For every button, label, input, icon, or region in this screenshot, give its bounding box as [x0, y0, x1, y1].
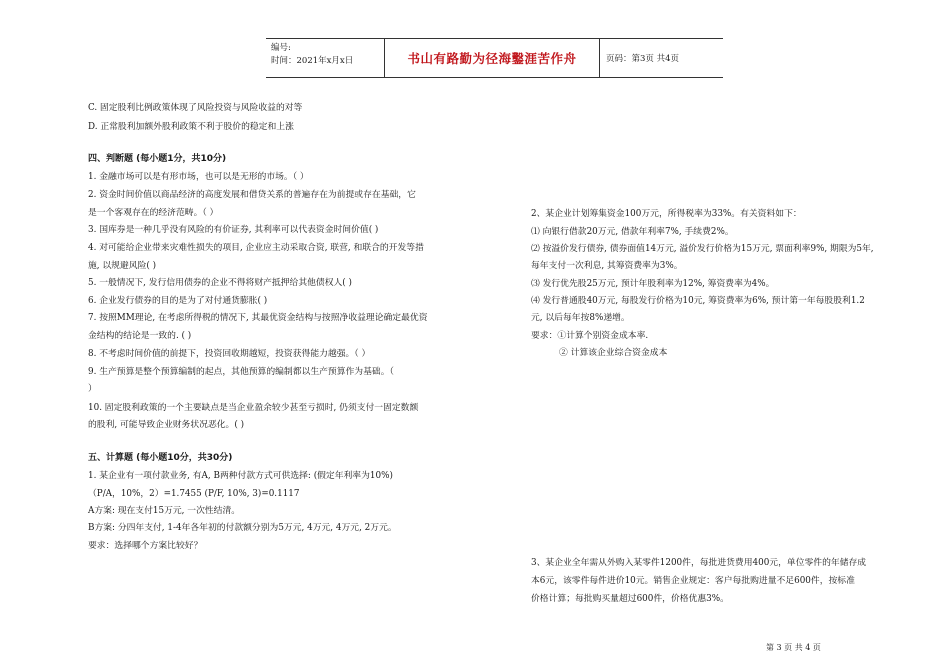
header-meta-cell: [266, 39, 385, 77]
judge-q4-line2: 施, 以规避风险( ): [88, 261, 157, 271]
calc-q2-line1: 2、某企业计划筹集资金100万元，所得税率为33%。有关资料如下：: [531, 209, 802, 219]
section-5-heading: 五、计算题 (每小题10分，共30分): [88, 453, 233, 463]
date-label: 时间：2021年x月x日: [271, 56, 354, 66]
calc-q1-line1: 1. 某企业有一项付款业务, 有A, B两种付款方式可供选择: (假定年利率为10%): [88, 471, 393, 481]
calc-q1-plan-a: A方案: 现在支付15万元, 一次性结清。: [88, 506, 241, 516]
calc-q2-requirement-2: ② 计算该企业综合资金成本: [559, 348, 668, 358]
judge-q2-line2: 是一个客观存在的经济范畴。（ ）: [88, 208, 219, 218]
calc-q2-requirement-1: 要求：①计算个别资金成本率.: [531, 331, 649, 341]
judge-q6: 6. 企业发行债券的目的是为了对付通货膨胀( ): [88, 296, 268, 306]
judge-q9-line2: ）: [88, 384, 97, 394]
judge-q4-line1: 4. 对可能给企业带来灾难性损失的项目, 企业应主动采取合资, 联营, 和联合的开发等措: [88, 243, 424, 253]
option-c-line: C. 固定股利比例政策体现了风险投资与风险收益的对等: [88, 103, 303, 113]
page-number-label: 页码：第3页 共4页: [606, 54, 680, 64]
judge-q1: 1. 金融市场可以是有形市场，也可以是无形的市场。（ ）: [88, 172, 309, 182]
option-d-line: D. 正常股利加额外股利政策不利于股价的稳定和上涨: [88, 122, 294, 132]
calc-q2-item2-line1: ⑵ 按溢价发行债券, 债券面值14万元, 溢价发行价格为15万元, 票面利率9%, 期限为5年,: [531, 244, 874, 254]
judge-q7-line1: 7. 按照MM理论, 在考虑所得税的情况下, 其最优资金结构与按照净收益理论确定最优资: [88, 313, 428, 323]
judge-q3: 3. 国库券是一种几乎没有风险的有价证券, 其利率可以代表资金时间价值( ): [88, 225, 379, 235]
calc-q2-item3: ⑶ 发行优先股25万元, 预计年股利率为12%, 筹资费率为4%。: [531, 279, 775, 289]
judge-q8: 8. 不考虑时间价值的前提下，投资回收期越短，投资获得能力越强。（ ）: [88, 349, 371, 359]
calc-q1-requirement: 要求：选择哪个方案比较好？: [88, 541, 203, 551]
page-header-table: [266, 38, 723, 78]
section-4-heading: 四、判断题 (每小题1分，共10分): [88, 154, 227, 164]
judge-q9-line1: 9. 生产预算是整个预算编制的起点，其他预算的编制都以生产预算作为基础。（: [88, 367, 394, 377]
judge-q2-line1: 2. 资金时间价值以商品经济的高度发展和借贷关系的普遍存在为前提或存在基础，它: [88, 190, 416, 200]
serial-number-label: 编号:: [271, 43, 291, 53]
calc-q1-plan-b: B方案: 分四年支付, 1-4年各年初的付款额分别为5万元, 4万元, 4万元, 2万元。: [88, 523, 397, 533]
judge-q5: 5. 一般情况下, 发行信用债券的企业不得将财产抵押给其他债权人( ): [88, 278, 352, 288]
calc-q2-item4-line1: ⑷ 发行普通股40万元, 每股发行价格为10元, 筹资费率为6%, 预计第一年每股股利1.2: [531, 296, 865, 306]
footer-page-number: 第 3 页 共 4 页: [766, 643, 821, 652]
judge-q7-line2: 金结构的结论是一致的. ( ): [88, 331, 192, 341]
motto-text: 书山有路勤为径海鑿涯苦作舟: [385, 39, 600, 77]
calc-q3-line1: 3、某企业全年需从外购入某零件1200件，每批进货费用400元，单位零件的年储存成: [531, 558, 867, 568]
judge-q10-line1: 10. 固定股利政策的一个主要缺点是当企业盈余较少甚至亏损时, 仍须支付一固定数额: [88, 403, 419, 413]
judge-q10-line2: 的股利, 可能导致企业财务状况恶化。( ): [88, 420, 245, 430]
calc-q3-line3: 价格计算；每批购买量超过600件，价格优惠3%。: [531, 594, 729, 604]
calc-q3-line2: 本6元，该零件每件进价10元。销售企业规定：客户每批购进量不足600件，按标准: [531, 576, 855, 586]
calc-q2-item1: ⑴ 向银行借款20万元, 借款年利率7%, 手续费2%。: [531, 227, 734, 237]
calc-q1-factors: （P/A，10%，2）=1.7455 (P/F, 10%, 3)=0.1117: [88, 489, 300, 499]
calc-q2-item4-line2: 元, 以后每年按8%递增。: [531, 313, 630, 323]
calc-q2-item2-line2: 每年支付一次利息, 其筹资费率为3%。: [531, 261, 683, 271]
